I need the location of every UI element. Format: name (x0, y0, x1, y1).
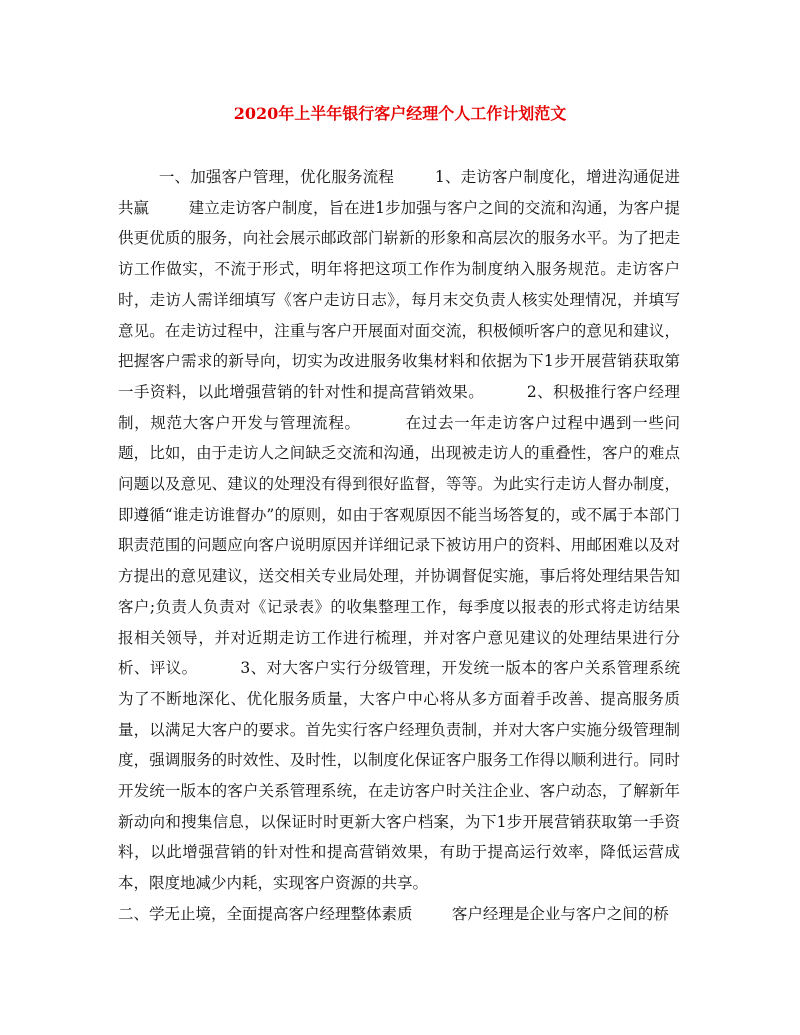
body-paragraph-2: 二、学无止境，全面提高客户经理整体素质 客户经理是企业与客户之间的桥 (118, 904, 669, 923)
document-title: 2020年上半年银行客户经理个人工作计划范文 (233, 104, 567, 123)
document-body (118, 162, 720, 930)
body-paragraph-1: 一、加强客户管理，优化服务流程 1、走访客户制度化，增进沟通促进共赢 建立走访客户制度，旨在进1步加强与客户之间的交流和沟通，为客户提供更优质的服务，向社会展示邮政部门崭新的形象和高层次的服务水平。为了把走访工作做实，不流于形式，明年将把这项工作作为制度纳入服务规范。走访客户时，走访人需详细填写《客户走访日志》，每月末交负责人核实处理情况，并填写意见。在走访过程中，注重与客户开展面对面交流，积极倾听客户的意见和建议，把握客户需求的新导向，切实为改进服务收集材料和依据为下1步开展营销获取第一手资料，以此增强营销的针对性和提高营销效果。 2、积极推行客户经理制，规范大客户开发与管理流程。 在过去一年走访客户过程中遇到一些问题，比如，由于走访人之间缺乏交流和沟通，出现被走访人的重叠性，客户的难点问题以及意见、建议的处理没有得到很好监督，等等。为此实行走访人督办制度，即遵循“谁走访谁督办”的原则，如由于客观原因不能当场答复的，或不属于本部门职责范围的问题应向客户说明原因并详细记录下被访用户的资料、用邮困难以及对方提出的意见建议，送交相关专业局处理，并协调督促实施，事后将处理结果告知客户;负责人负责对《记录表》的收集整理工作，每季度以报表的形式将走访结果报相关领导，并对近期走访工作进行梳理，并对客户意见建议的处理结果进行分析、评议。 3、对大客户实行分级管理，开发统一版本的客户关系管理系统 为了不断地深化、优化服务质量，大客户中心将从多方面着手改善、提高服务质量，以满足大客户的要求。首先实行客户经理负责制，并对大客户实施分级管理制度，强调服务的时效性、及时性，以制度化保证客户服务工作得以顺利进行。同时开发统一版本的客户关系管理系统，在走访客户时关注企业、客户动态，了解新年新动向和搜集信息，以保证时时更新大客户档案，为下1步开展营销获取第一手资料，以此增强营销的针对性和提高营销效果，有助于提高运行效率，降低运营成本，限度地减少内耗，实现客户资源的共享。 (118, 168, 720, 893)
